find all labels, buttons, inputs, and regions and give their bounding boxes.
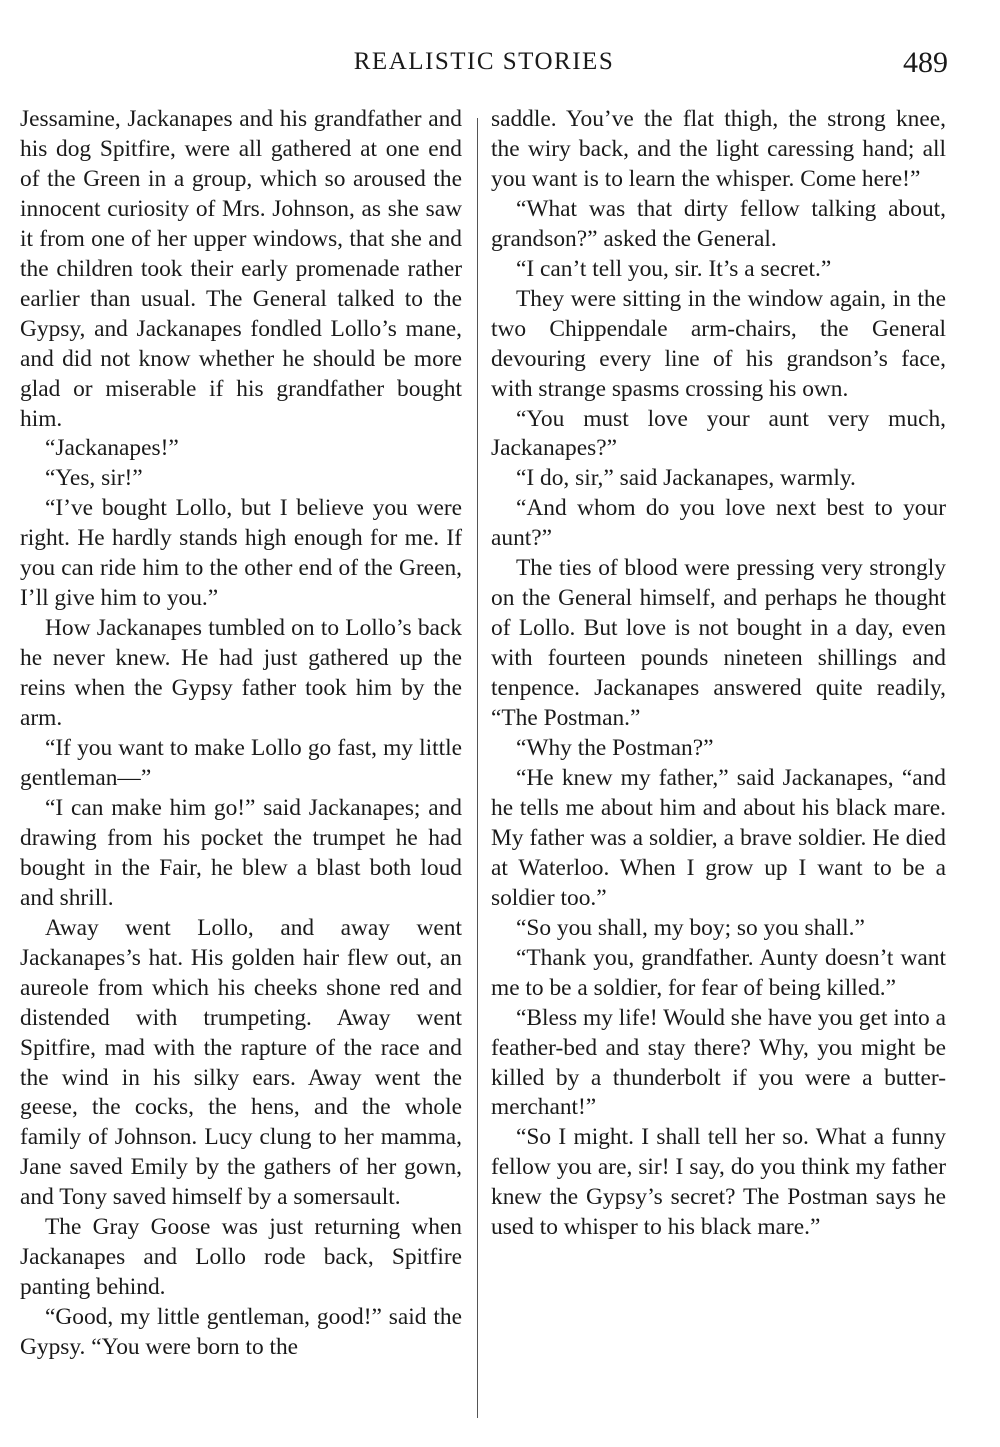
paragraph: “And whom do you love next best to your aunt?”: [491, 495, 946, 552]
paragraph: “What was that dirty fellow talking about, grandson?” asked the General.: [491, 195, 946, 252]
paragraph: The ties of blood were pressing very strongly on the General himself, and perhaps he thought of Lollo. But love is not bought in a day, even with fourteen pounds nineteen shillings and tenpence. Jackanapes answered quite readily, “The Postman.”: [491, 555, 946, 732]
paragraph: “He knew my father,” said Jackanapes, “and he tells me about him and about his black mare. My father was a soldier, a brave soldier. He died at Waterloo. When I grow up I want to be a soldier too.”: [491, 764, 946, 911]
paragraph: “So I might. I shall tell her so. What a funny fellow you are, sir! I say, do you think my father knew the Gypsy’s secret? The Postman says he used to whisper to his black mare.”: [491, 1124, 946, 1241]
page-number: 489: [903, 46, 948, 79]
paragraph: “I can make him go!” said Jackanapes; and drawing from his pocket the trumpet he had bought in the Fair, he blew a blast both loud and shrill.: [20, 794, 462, 911]
column-rule: [477, 118, 478, 1418]
paragraph: “Jackanapes!”: [45, 435, 179, 462]
paragraph: “Good, my little gentleman, good!” said the Gypsy. “You were born to the: [20, 1304, 462, 1361]
paragraph: saddle. You’ve the flat thigh, the strong knee, the wiry back, and the light caressing hand; all you want is to learn the whisper. Come here!”: [491, 106, 946, 192]
paragraph: They were sitting in the window again, in the two Chippendale arm-chairs, the General devouring every line of his grandson’s face, with strange spasms crossing his own.: [491, 285, 946, 402]
paragraph: “So you shall, my boy; so you shall.”: [516, 914, 865, 941]
paragraph: “Why the Postman?”: [516, 735, 714, 762]
running-head: REALISTIC STORIES: [353, 48, 615, 75]
left-column: [20, 105, 462, 1363]
paragraph: “I do, sir,” said Jackanapes, warmly.: [516, 465, 856, 492]
paragraph: “I’ve bought Lollo, but I believe you were right. He hardly stands high enough for me. If you can ride him to the other end of the Green, I’ll give him to you.”: [20, 495, 462, 612]
paragraph: “Thank you, grandfather. Aunty doesn’t want me to be a soldier, for fear of being killed.”: [491, 944, 946, 1001]
right-column: [491, 105, 946, 1243]
paragraph: Away went Lollo, and away went Jackanapes’s hat. His golden hair flew out, an aureole from which his cheeks shone red and distended with trumpeting. Away went Spitfire, mad with the rapture of the race and the wind in his silky ears. Away went the geese, the cocks, the hens, and the whole family of Johnson. Lucy clung to her mamma, Jane saved Emily by the gathers of her gown, and Tony saved himself by a somersault.: [20, 914, 462, 1211]
paragraph: “You must love your aunt very much, Jackanapes?”: [491, 405, 946, 462]
paragraph: “Bless my life! Would she have you get into a feather-bed and stay there? Why, you might be killed by a thunderbolt if you were a butter-merchant!”: [491, 1004, 946, 1121]
page-header: [20, 48, 948, 88]
paragraph: The Gray Goose was just returning when Jackanapes and Lollo rode back, Spitfire panting behind.: [20, 1214, 462, 1301]
paragraph: “Yes, sir!”: [45, 465, 143, 492]
paragraph: How Jackanapes tumbled on to Lollo’s back he never knew. He had just gathered up the reins when the Gypsy father took him by the arm.: [20, 615, 462, 732]
paragraph: “If you want to make Lollo go fast, my little gentleman—”: [20, 735, 462, 791]
paragraph: Jessamine, Jackanapes and his grandfather and his dog Spitfire, were all gathered at one end of the Green in a group, which so aroused the innocent curiosity of Mrs. Johnson, as she saw it from one of her upper windows, that she and the children took their early promenade rather earlier than usual. The General talked to the Gypsy, and Jackanapes fondled Lollo’s mane, and did not know whether he should be more glad or miserable if his grandfather bought him.: [20, 106, 462, 432]
paragraph: “I can’t tell you, sir. It’s a secret.”: [516, 255, 832, 282]
